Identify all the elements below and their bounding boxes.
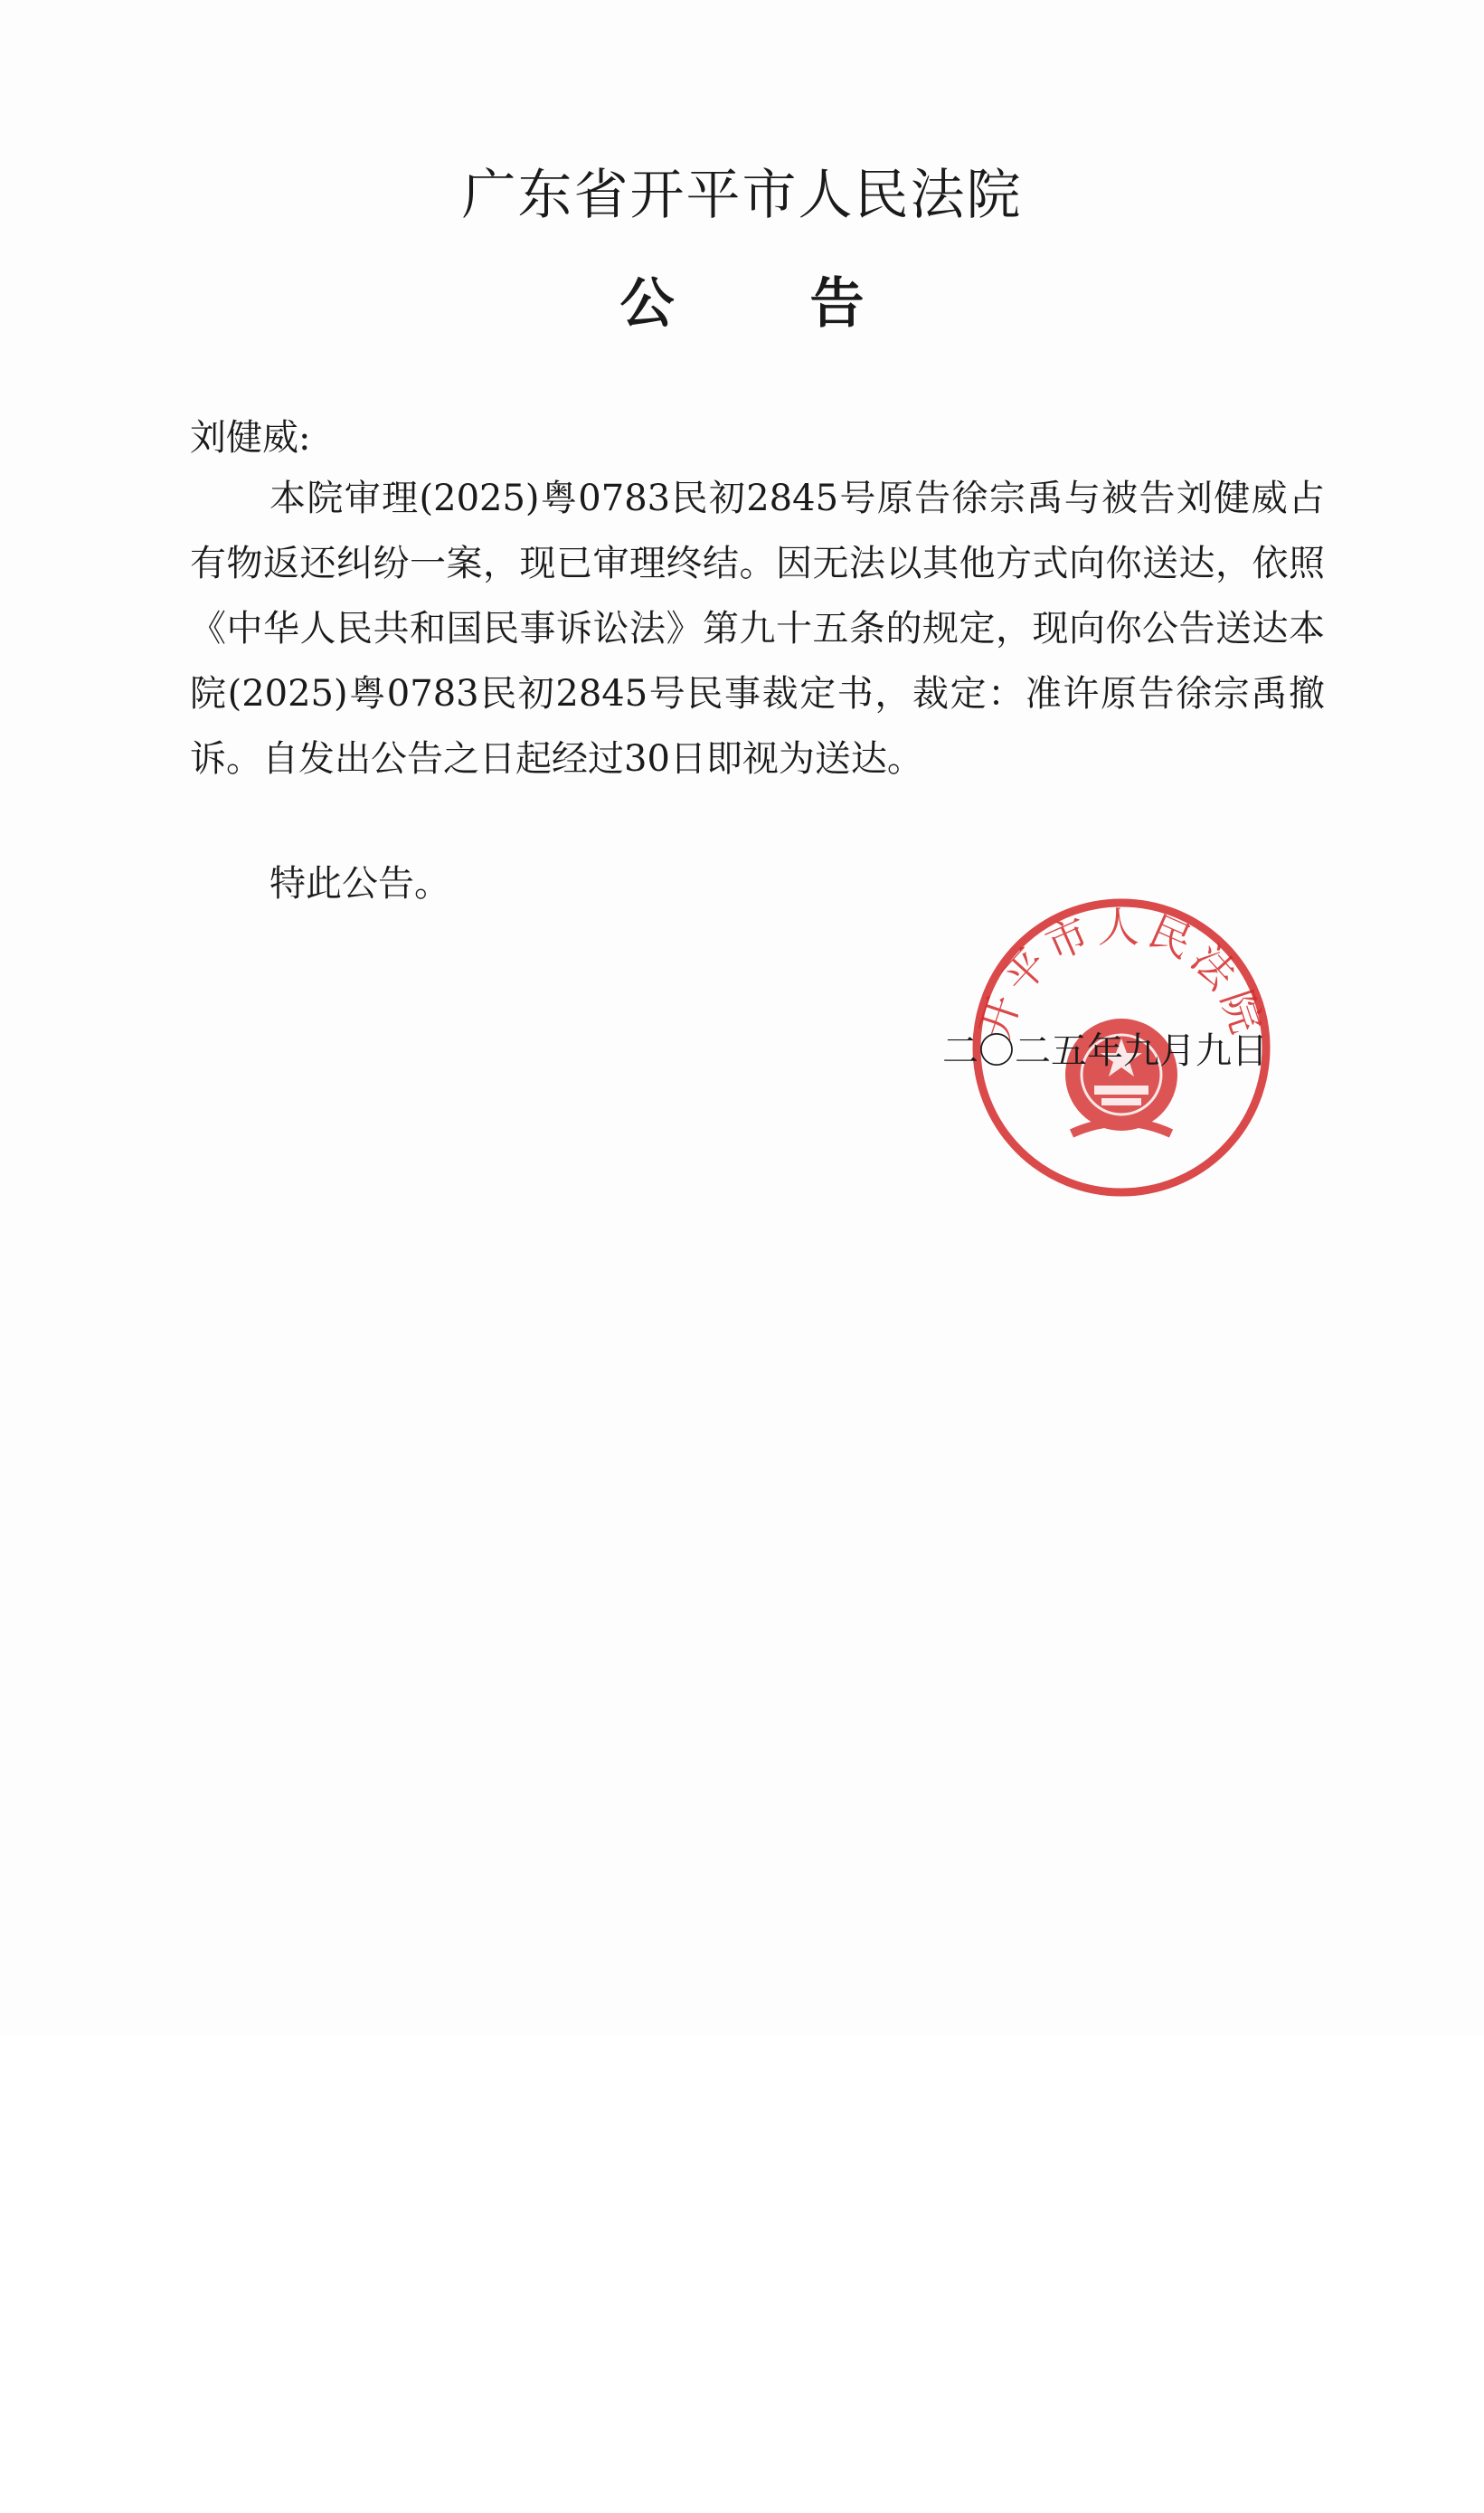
seal-text: 开平市人民法院 (969, 902, 1273, 1045)
notice-body: 本院审理(2025)粤0783民初2845号原告徐宗禹与被告刘健威占有物返还纠纷一案，现已审理终结。因无法以其他方式向你送达，依照《中华人民共和国民事诉讼法》第九十五条的规定，现向你公告送达本院(2025)粤0783民初2845号民事裁定书，裁定：准许原告徐宗禹撤诉。自发出公告之日起经过30日即视为送达。 (190, 478, 1325, 780)
issue-date: 二〇二五年九月九日 (942, 1030, 1268, 1072)
closing-statement: 特此公告。 (269, 863, 450, 905)
document-type-title: 公告 (619, 272, 1000, 336)
court-name: 广东省开平市人民法院 (461, 164, 1023, 227)
addressee: 刘健威: (190, 417, 311, 459)
